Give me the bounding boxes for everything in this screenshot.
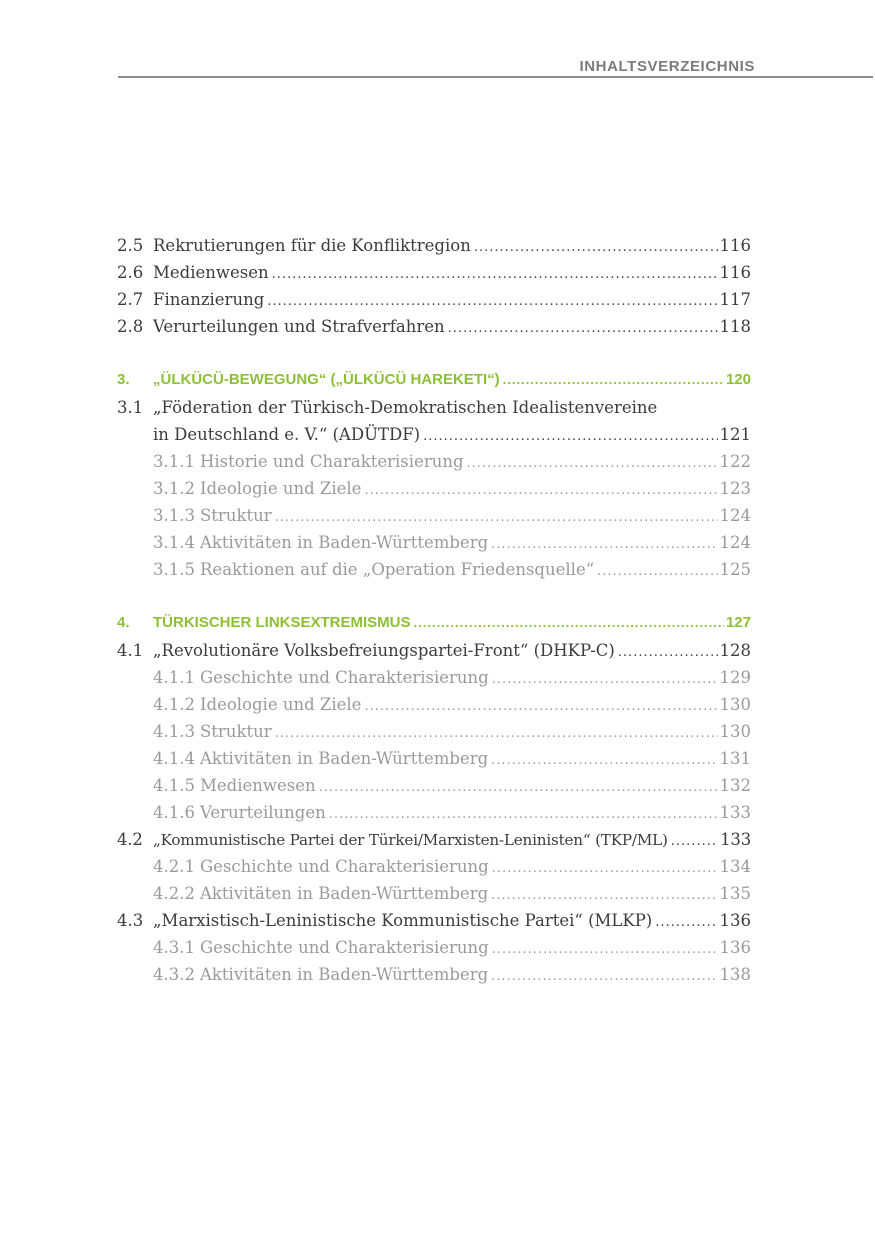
toc-page: 130 (719, 695, 751, 714)
toc-label: Ideologie und Ziele (200, 479, 362, 498)
toc-page: 136 (719, 911, 751, 930)
page-header (118, 56, 873, 78)
toc-label: Finanzierung (153, 290, 265, 309)
toc-page: 135 (719, 884, 751, 903)
toc-entry-3-1[interactable] (117, 398, 751, 425)
toc-label: Aktivitäten in Baden-Württemberg (200, 965, 489, 984)
toc-label: Medienwesen (153, 263, 269, 282)
leader-dots (474, 240, 718, 255)
leader-dots (319, 780, 718, 795)
toc-entry-3-1-2[interactable] (117, 479, 751, 506)
toc-entry-2-8[interactable] (117, 317, 751, 344)
toc-label: Aktivitäten in Baden-Württemberg (200, 533, 489, 552)
leader-dots (491, 537, 717, 552)
toc-entry-4-1-3[interactable] (117, 722, 751, 749)
toc-label: „Marxistisch-Leninistische Kommunistische Partei“ (MLKP) (153, 911, 653, 930)
toc-page: 133 (719, 803, 751, 822)
toc-number: 4.2 (117, 830, 143, 849)
toc-page: 134 (719, 857, 751, 876)
toc-page: 120 (725, 371, 751, 388)
toc-entry-4-1-4[interactable] (117, 749, 751, 776)
toc-number: 3. (117, 371, 130, 388)
leader-dots (492, 861, 718, 876)
leader-dots (503, 372, 724, 387)
leader-dots (267, 294, 717, 309)
toc-number: 3.1.4 (153, 533, 195, 552)
toc-number: 4.3.1 (153, 938, 195, 957)
leader-dots (597, 564, 717, 579)
toc-entry-2-7[interactable] (117, 290, 751, 317)
toc-number: 3.1.1 (153, 452, 195, 471)
toc-entry-2-5[interactable] (117, 236, 751, 263)
toc-label: Aktivitäten in Baden-Württemberg (200, 884, 489, 903)
toc-number: 2.7 (117, 290, 144, 309)
toc-number: 4.1.5 (153, 776, 195, 795)
toc-number: 3.1.2 (153, 479, 195, 498)
leader-dots (272, 267, 718, 282)
leader-dots (364, 483, 717, 498)
toc-number: 4.1 (117, 641, 144, 660)
toc-number: 4.2.2 (153, 884, 195, 903)
toc-entry-3-1-5[interactable] (117, 560, 751, 587)
toc-page: 124 (719, 506, 751, 525)
toc-label: Aktivitäten in Baden-Württemberg (200, 749, 489, 768)
toc-number: 4.1.6 (153, 803, 195, 822)
toc-number: 3.1 (117, 398, 144, 417)
toc-label: Struktur (200, 722, 272, 741)
toc-label: „Revolutionäre Volksbefreiungspartei-Front“ (DHKP-C) (153, 641, 615, 660)
leader-dots (448, 321, 718, 336)
leader-dots (275, 510, 718, 525)
toc-label: Struktur (200, 506, 272, 525)
toc-number: 4.3 (117, 911, 144, 930)
toc-entry-3-1-1[interactable] (117, 452, 751, 479)
toc-page: 124 (719, 533, 751, 552)
toc-page: 130 (719, 722, 751, 741)
leader-dots (492, 942, 718, 957)
header-title: INHALTSVERZEICHNIS (579, 58, 755, 75)
toc-label: Verurteilungen und Strafverfahren (153, 317, 445, 336)
toc-entry-4-3-2[interactable] (117, 965, 751, 992)
toc-number: 4.1.3 (153, 722, 195, 741)
leader-dots (467, 456, 718, 471)
toc-entry-4-1-5[interactable] (117, 776, 751, 803)
table-of-contents (117, 236, 751, 992)
leader-dots (423, 429, 717, 444)
toc-page: 133 (720, 830, 751, 849)
leader-dots (655, 915, 717, 930)
toc-entry-3-1-continued[interactable] (117, 425, 751, 452)
leader-dots (671, 834, 718, 849)
toc-entry-4-1-1[interactable] (117, 668, 751, 695)
leader-dots (491, 888, 717, 903)
toc-label: Verurteilungen (200, 803, 326, 822)
leader-dots (275, 726, 718, 741)
toc-entry-4-3-1[interactable] (117, 938, 751, 965)
toc-page: 117 (719, 290, 751, 309)
toc-chapter-3[interactable] (117, 371, 751, 398)
toc-number: 2.6 (117, 263, 144, 282)
toc-entry-3-1-4[interactable] (117, 533, 751, 560)
toc-page: 129 (719, 668, 751, 687)
toc-page: 128 (719, 641, 751, 660)
toc-label: Medienwesen (200, 776, 316, 795)
toc-page: 132 (719, 776, 751, 795)
toc-page: 123 (719, 479, 751, 498)
toc-entry-4-2-2[interactable] (117, 884, 751, 911)
toc-page: 122 (719, 452, 751, 471)
toc-page: 118 (719, 317, 751, 336)
toc-page: 138 (719, 965, 751, 984)
toc-label: Ideologie und Ziele (200, 695, 362, 714)
toc-number: 4.1.4 (153, 749, 195, 768)
toc-number: 4.1.2 (153, 695, 195, 714)
toc-page: 116 (719, 236, 751, 255)
leader-dots (414, 615, 724, 630)
toc-page: 131 (719, 749, 751, 768)
section-gap (117, 587, 751, 614)
leader-dots (491, 753, 717, 768)
toc-number: 4.2.1 (153, 857, 195, 876)
toc-entry-4-1-2[interactable] (117, 695, 751, 722)
leader-dots (491, 969, 717, 984)
toc-entry-4-1-6[interactable] (117, 803, 751, 830)
toc-page: 136 (719, 938, 751, 957)
toc-entry-4-2[interactable] (117, 830, 751, 857)
toc-label: Geschichte und Charakterisierung (200, 938, 489, 957)
toc-label-continued: in Deutschland e. V.“ (ADÜTDF) (153, 425, 421, 444)
toc-page: 127 (725, 614, 751, 631)
leader-dots (492, 672, 718, 687)
toc-entry-4-1[interactable] (117, 641, 751, 668)
toc-number: 3.1.3 (153, 506, 195, 525)
leader-dots (329, 807, 718, 822)
toc-chapter-4[interactable] (117, 614, 751, 641)
toc-entry-4-2-1[interactable] (117, 857, 751, 884)
toc-number: 2.5 (117, 236, 144, 255)
toc-label: Geschichte und Charakterisierung (200, 857, 489, 876)
section-gap (117, 344, 751, 371)
toc-page: 116 (719, 263, 751, 282)
toc-label: Geschichte und Charakterisierung (200, 668, 489, 687)
toc-page: 121 (719, 425, 751, 444)
toc-number: 2.8 (117, 317, 144, 336)
toc-number: 4.3.2 (153, 965, 195, 984)
toc-number: 4. (117, 614, 130, 631)
toc-number: 4.1.1 (153, 668, 195, 687)
toc-label: „Föderation der Türkisch-Demokratischen Idealistenvereine (153, 398, 658, 417)
toc-entry-3-1-3[interactable] (117, 506, 751, 533)
toc-entry-2-6[interactable] (117, 263, 751, 290)
toc-label: „Kommunistische Partei der Türkei/Marxisten-Leninisten“ (TKP/ML) (153, 831, 668, 849)
leader-dots (618, 645, 718, 660)
toc-label: Rekrutierungen für die Konfliktregion (153, 236, 471, 255)
leader-dots (364, 699, 717, 714)
toc-label: „ÜLKÜCÜ-BEWEGUNG“ („ÜLKÜCÜ HAREKETI“) (153, 371, 500, 388)
toc-number: 3.1.5 (153, 560, 195, 579)
toc-entry-4-3[interactable] (117, 911, 751, 938)
toc-label: Reaktionen auf die „Operation Friedensquelle“ (200, 560, 595, 579)
toc-page: 125 (719, 560, 751, 579)
toc-label: Historie und Charakterisierung (200, 452, 464, 471)
toc-label: TÜRKISCHER LINKSEXTREMISMUS (153, 614, 411, 631)
